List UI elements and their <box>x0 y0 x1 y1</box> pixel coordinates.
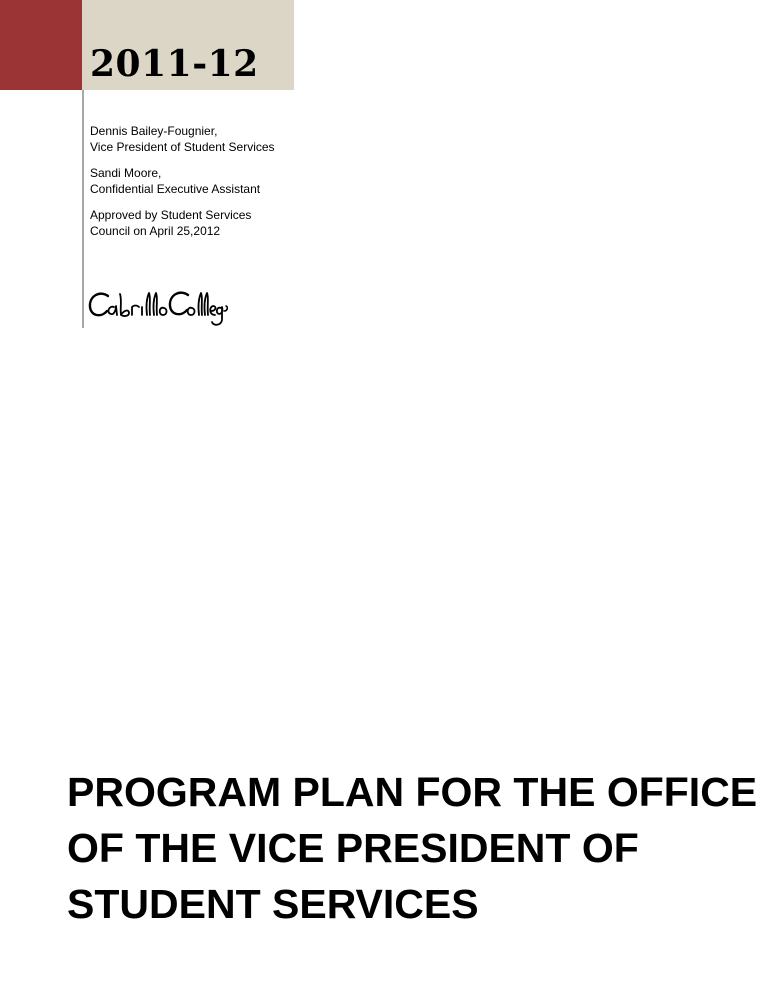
cover-accent-block <box>0 0 82 90</box>
cabrillo-college-logo <box>86 284 228 330</box>
document-title <box>67 764 758 932</box>
approval-line: Approved by Student Services <box>90 208 252 222</box>
contact-block <box>90 123 290 155</box>
contact-role: Vice President of Student Services <box>90 140 275 154</box>
contact-name: Sandi Moore, <box>90 166 162 180</box>
contact-block <box>90 165 290 197</box>
contact-role: Confidential Executive Assistant <box>90 182 261 196</box>
sidebar-divider <box>82 90 84 328</box>
document-title-line: OF THE VICE PRESIDENT OF <box>67 825 639 871</box>
approval-note <box>90 207 290 239</box>
document-title-line: PROGRAM PLAN FOR THE OFFICE <box>67 769 758 815</box>
approval-line: Council on April 25,2012 <box>90 224 221 238</box>
cover-year: 2011-12 <box>90 43 259 85</box>
document-title-line: STUDENT SERVICES <box>67 881 479 927</box>
contact-name: Dennis Bailey-Fougnier, <box>90 124 218 138</box>
cover-info <box>90 123 290 249</box>
